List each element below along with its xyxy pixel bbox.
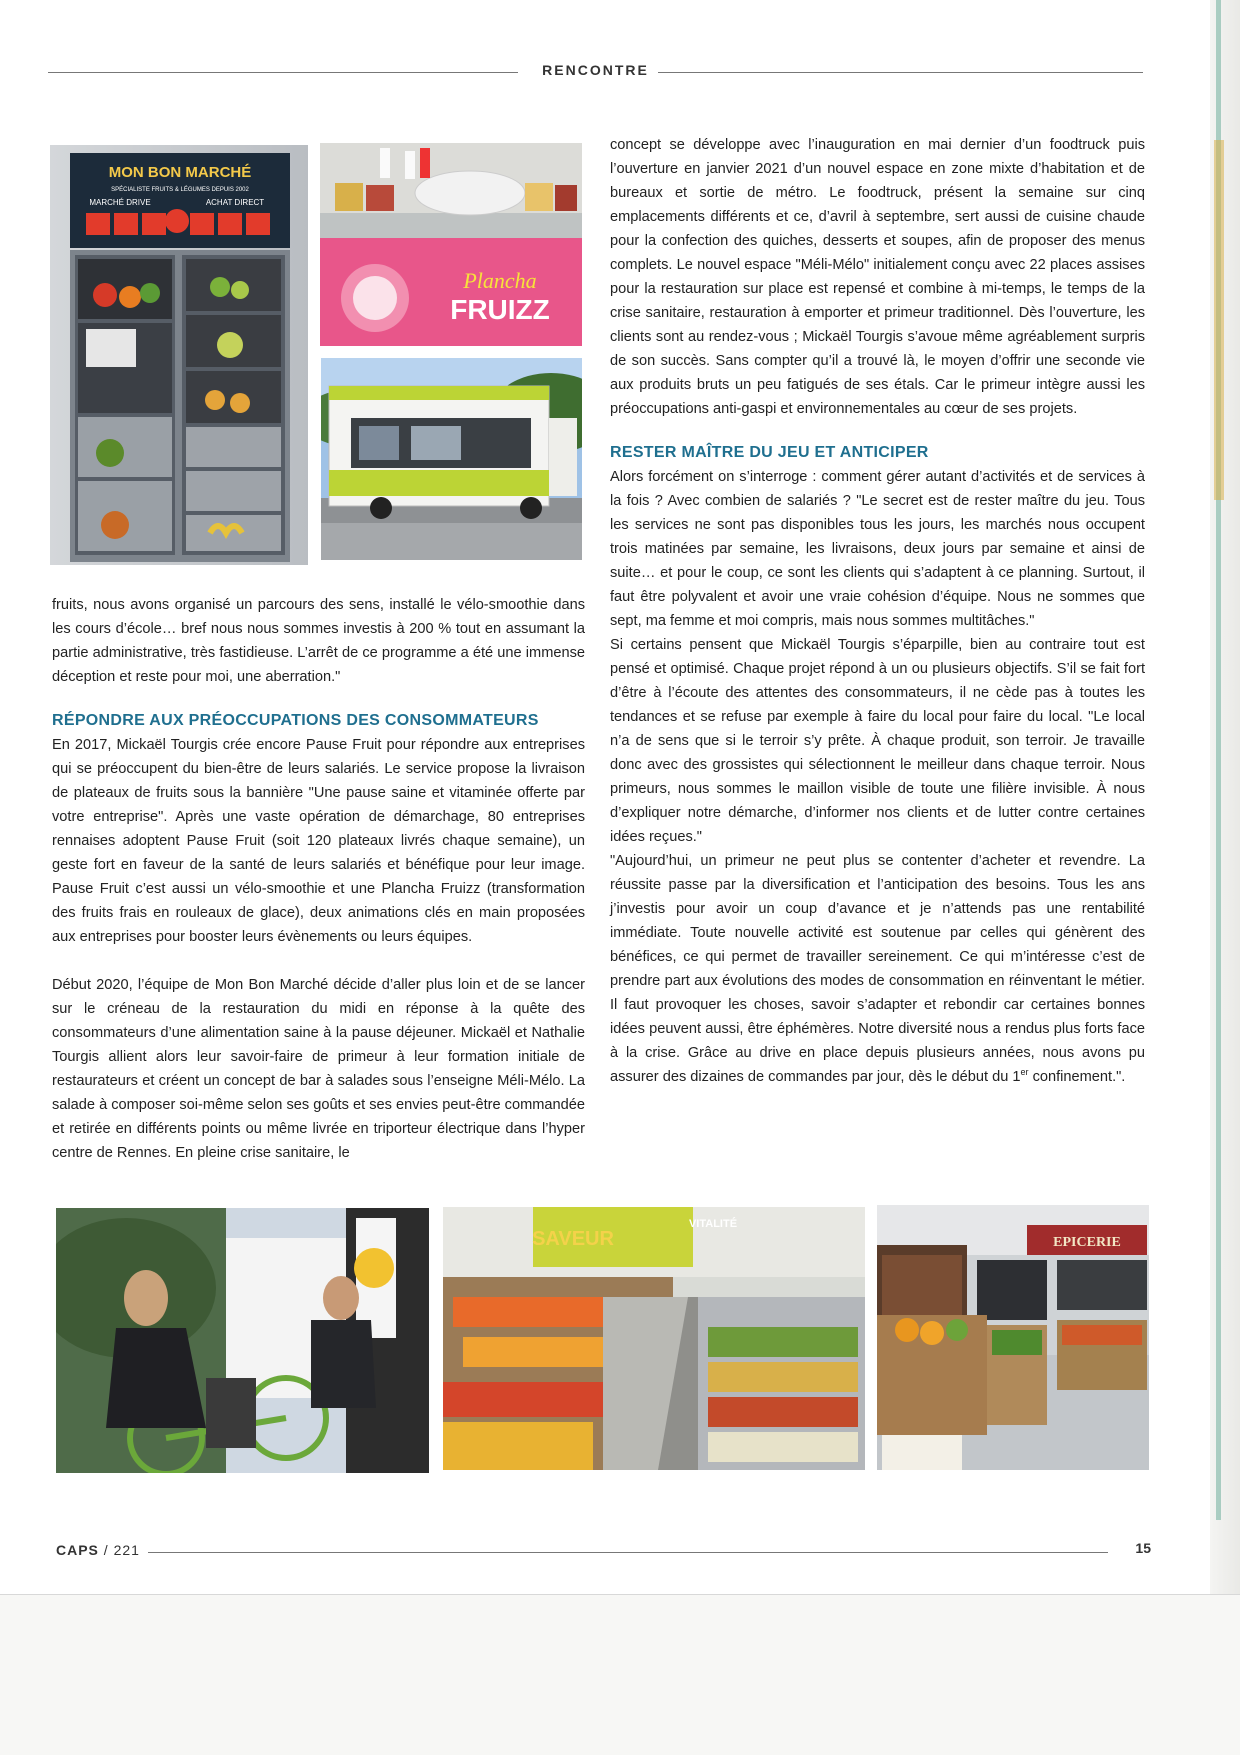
svg-text:MARCHÉ DRIVE: MARCHÉ DRIVE [89, 198, 151, 207]
paragraph: Alors forcément on s’interroge : comment gérer autant d’activités et de services à la fois ? Avec combien de salariés ? "Le secret est de rester maître du jeu. Tous les services ne sont pas disponibles tous les jours, les marchés nous occupent trois matinées par semaine, les livraisons, deux jours par semaine et ainsi de suite… et pour le coup, ce sont les clients qui s’adaptent à ce planning. Surtout, il faut être polyvalent et avoir une vraie cohésion d’équipe. Nous ne sommes que sept, ma femme et moi compris, mais nous sommes multitâches." [610, 469, 1145, 629]
page-footer [56, 1540, 1151, 1564]
article-left-column [52, 593, 585, 1165]
paragraph: fruits, nous avons organisé un parcours des sens, installé le vélo-smoothie dans les cours d’école… bref nous nous sommes investis à 200 % tout en assumant la partie administrative, très fastidieuse. L’arrêt de ce programme a été une immense déception et reste pour moi, une aberration." [52, 597, 585, 685]
svg-text:SAVEUR: SAVEUR [532, 1228, 614, 1250]
paragraph: concept se développe avec l’inauguration en mai dernier d’un foodtruck puis l’ouverture en janvier 2021 d’un nouvel espace en zone mixte d’habitation et de bureaux et sortie de métro. Le foodtruck, présent la semaine sur cinq emplacements différents et ce, d’avril à septembre, sert aussi de cuisine chaude pour la confection des quiches, desserts et soupes, afin de proposer des menus complets. Le nouvel espace "Méli-Mélo" initialement conçu avec 22 places assises pour la restauration sur place est repensé et combine à mi-temps, le temps de la crise sanitaire, restauration à emporter et primeur traditionnel. Dès l’ouverture, les clients sont au rendez-vous ; Mickaël Tourgis s’avoue même agréablement surpris de son succès. Sans compter qu’il a trouvé là, le moyen d’offrir une seconde vie aux produits bruts un peu fatigués de ses étals. Car le primeur intègre aussi les préoccupations anti-gaspi et environnementales au cœur de ses projets. [610, 137, 1145, 417]
section-heading: RESTER MAÎTRE DU JEU ET ANTICIPER [610, 444, 929, 461]
svg-text:ACHAT DIRECT: ACHAT DIRECT [205, 198, 265, 207]
page-edge [1210, 0, 1240, 1754]
paragraph: Début 2020, l’équipe de Mon Bon Marché décide d’aller plus loin et de se lancer sur le créneau de la restauration du midi en réponse à la quête des consommateurs d’une alimentation saine à la pause déjeuner. Mickaël et Nathalie Tourgis allient alors leur savoir-faire de primeur à leur formation initiale de restaurateurs et créent un concept de bar à salades sous l’enseigne Méli-Mélo. La salade à composer soi-même selon ses goûts et ses envies peut-être commandée et retirée en différents points ou même livrée en triporteur électrique dans l’hyper centre de Rennes. En pleine crise sanitaire, le [52, 977, 585, 1161]
svg-text:EPICERIE: EPICERIE [1053, 1235, 1121, 1250]
svg-text:SPÉCIALISTE FRUITS & LÉGUMES D: SPÉCIALISTE FRUITS & LÉGUMES DEPUIS 2002 [111, 187, 249, 193]
photo-plancha-fruizz [320, 143, 582, 346]
svg-text:VITALITÉ: VITALITÉ [688, 1218, 738, 1230]
photo-shop-epicerie [877, 1205, 1149, 1470]
issue-number: / 221 [103, 1542, 140, 1558]
section-heading: RÉPONDRE AUX PRÉOCCUPATIONS DES CONSOMMATEURS [52, 712, 539, 729]
paragraph: "Aujourd’hui, un primeur ne peut plus se contenter d’acheter et revendre. La réussite passe par la diversification et l’anticipation des besoins. Tous les ans j’investis pour avoir un coup d’avance et je n’attends pas une rentabilité immédiate. Toute nouvelle activité est soutenue par celles qui génèrent des bénéfices, ce qui permet de travailler sereinement. Ce qui m’intéresse c’est de prendre part aux évolutions des modes de consommation en réinventant le métier. Il faut provoquer les choses, savoir s’adapter et rebondir car certaines bonnes idées peuvent aussi, être éphémères. Notre diversité nous a rendus plus forts face à la crise. Grâce au drive en place depuis plusieurs années, nous avons pu assurer des dizaines de commandes par jour, dès le début du 1er confinement.". [610, 853, 1145, 1085]
magazine-name: CAPS [56, 1542, 99, 1558]
scan-margin [0, 1594, 1240, 1755]
article-right-column [610, 133, 1145, 1089]
paragraph: Si certains pensent que Mickaël Tourgis s’éparpille, bien au contraire tout est pensé et optimisé. Chaque projet répond à un ou plusieurs objectifs. S’il se fait fort d’être à l’écoute des attentes des consommateurs, il ne cède pas à toutes les tendances et se refuse par exemple à faire du local pour faire du local. "Le local n’a de sens que si le terroir s’y prête. À chaque produit, son terroir. Je travaille donc avec des grossistes qui sélectionnent le meilleur dans chaque terroir. Nous primeurs, nous sommes le maillon visible de toute une filière invisible. À nous d’expliquer notre démarche, d’informer nos clients et de lutter contre certaines idées reçues." [610, 637, 1145, 845]
rubric-header [48, 62, 1143, 82]
page-number: 15 [1135, 1540, 1151, 1556]
svg-text:FRUIZZ: FRUIZZ [450, 294, 550, 325]
photo-shop-saveur [443, 1207, 865, 1470]
photo-velo-smoothie [56, 1208, 429, 1473]
paragraph: En 2017, Mickaël Tourgis crée encore Pause Fruit pour répondre aux entreprises qui se préoccupent du bien-être de leurs salariés. Le service propose la livraison de plateaux de fruits sous la bannière "Une pause saine et vitaminée offerte par votre entreprise". Après une vaste opération de démarchage, 80 entreprises rennaises adoptent Pause Fruit (soit 120 plateaux livrés chaque semaine), un geste fort en faveur de la santé de leurs salariés et bénéfique pour leur image. Pause Fruit c’est aussi un vélo-smoothie et une Plancha Fruizz (transformation des fruits frais en rouleaux de glace), deux animations clés en main proposées aux entreprises pour booster leurs évènements ou leurs équipes. [52, 737, 585, 945]
vending-sign-text: MON BON MARCHÉ [108, 164, 252, 181]
photo-vending-lockers [50, 145, 308, 565]
photo-foodtruck [321, 358, 582, 560]
rubric-label: RENCONTRE [542, 62, 649, 78]
svg-text:Plancha: Plancha [463, 268, 537, 293]
